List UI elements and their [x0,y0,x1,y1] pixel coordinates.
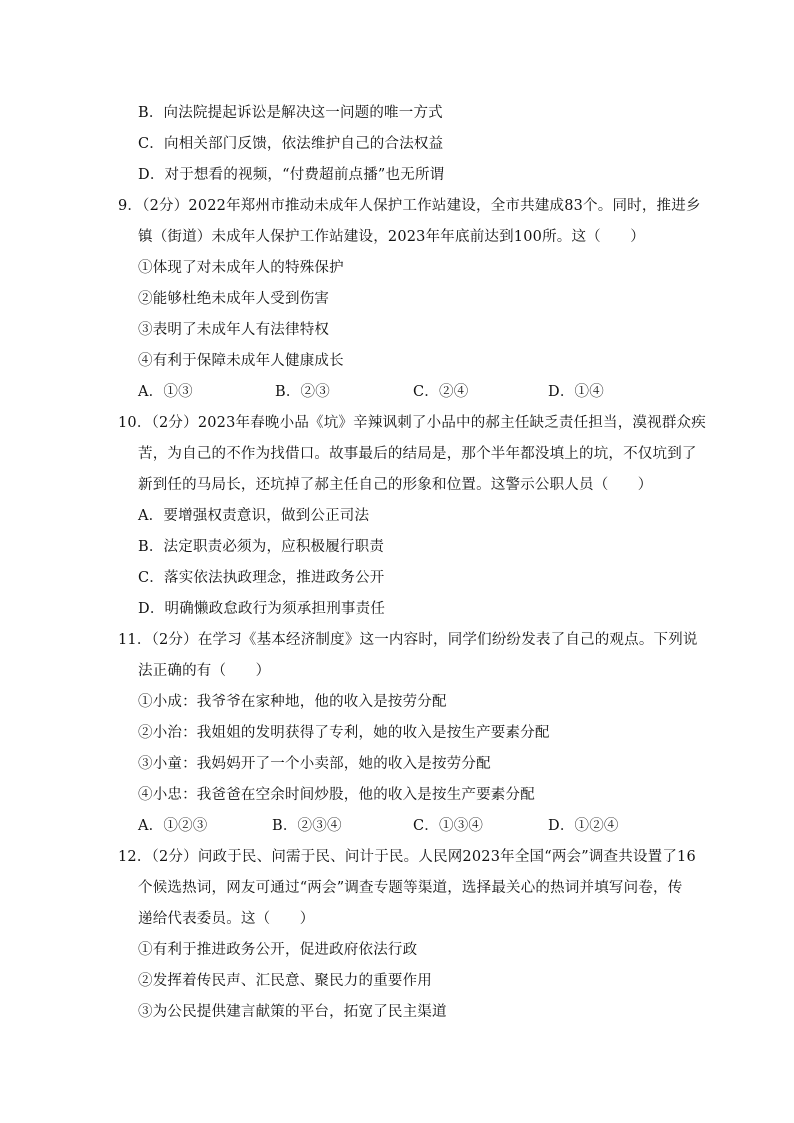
q10-option-a: A．要增强权责意识，做到公正司法 [138,508,370,524]
q9-stem-line-1: 9．（2分）2022年郑州市推动未成年人保护工作站建设，全市共建成83个。同时，推进乡 [118,198,701,214]
q10-stem-line-1: 10．（2分）2023年春晚小品《坑》辛辣讽刺了小品中的郝主任缺乏责任担当，漠视群众疾 [118,415,706,431]
q9-statement-3: ③表明了未成年人有法律特权 [138,322,330,338]
q12-statement-1: ①有利于推进政务公开，促进政府依法行政 [138,942,418,958]
q11-options [138,816,698,836]
q11-option-c: C．①③④ [413,818,484,834]
q11-stem-line-1: 11．（2分）在学习《基本经济制度》这一内容时，同学们纷纷发表了自己的观点。下列说 [118,632,698,648]
q11-stem-line-2: 法正确的有（ ） [138,663,271,679]
q9-option-d: D．①④ [548,384,604,400]
q10-option-c: C．落实依法执政理念，推进政务公开 [138,570,385,586]
q11-option-d: D．①②④ [548,818,619,834]
q9-option-c: C．②④ [413,384,469,400]
q9-stem-line-2: 镇（街道）未成年人保护工作站建设，2023年年底前达到100所。这（ ） [138,229,645,245]
q8-option-b: B．向法院提起诉讼是解决这一问题的唯一方式 [138,105,443,121]
q11-statement-3: ③小童：我妈妈开了一个小卖部，她的收入是按劳分配 [138,756,491,772]
q10-stem-line-2: 苦，为自己的不作为找借口。故事最后的结局是，那个半年都没填上的坑，不仅坑到了 [138,446,697,462]
q11-statement-4: ④小忠：我爸爸在空余时间炒股，他的收入是按生产要素分配 [138,787,535,803]
q9-option-a: A．①③ [138,384,193,400]
q9-options [138,382,698,402]
q12-statement-2: ②发挥着传民声、汇民意、聚民力的重要作用 [138,973,432,989]
q11-option-b: B．②③④ [272,818,342,834]
q8-option-d: D．对于想看的视频，“付费超前点播”也无所谓 [138,167,445,183]
q10-option-d: D．明确懒政怠政行为须承担刑事责任 [138,601,386,617]
q9-option-b: B．②③ [275,384,330,400]
q12-stem-line-2: 个候选热词，网友可通过“两会”调查专题等渠道，选择最关心的热词并填写问卷，传 [138,880,683,896]
q9-statement-4: ④有利于保障未成年人健康成长 [138,353,344,369]
q10-option-b: B．法定职责必须为，应积极履行职责 [138,539,385,555]
q8-option-c: C．向相关部门反馈，依法维护自己的合法权益 [138,136,444,152]
q12-statement-3: ③为公民提供建言献策的平台，拓宽了民主渠道 [138,1004,447,1020]
q12-stem-line-3: 递给代表委员。这（ ） [138,911,315,927]
q11-statement-2: ②小治：我姐姐的发明获得了专利，她的收入是按生产要素分配 [138,725,550,741]
q11-statement-1: ①小成：我爷爷在家种地，他的收入是按劳分配 [138,694,447,710]
q12-stem-line-1: 12．（2分）问政于民、问需于民、问计于民。人民网2023年全国“两会”调查共设置了16 [118,849,696,865]
q9-statement-2: ②能够杜绝未成年人受到伤害 [138,291,330,307]
q10-stem-line-3: 新到任的马局长，还坑掉了郝主任自己的形象和位置。这警示公职人员（ ） [138,477,653,493]
q9-statement-1: ①体现了对未成年人的特殊保护 [138,260,344,276]
q11-option-a: A．①②③ [138,818,208,834]
